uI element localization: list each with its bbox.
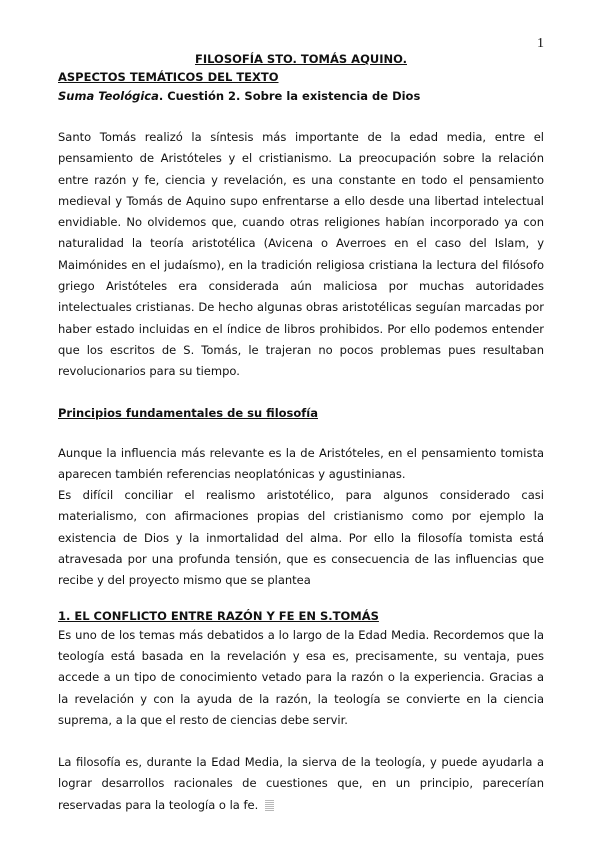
- section-heading-conflicto: 1. EL CONFLICTO ENTRE RAZÓN Y FE EN S.TOMÁS: [58, 608, 379, 623]
- principles-paragraph-2: Es difícil conciliar el realismo aristotélico, para algunos considerado casi materialismo, con afirmaciones propias del cristianismo como por ejemplo la existencia de Dios y la inmortalidad del alma. Por ello la filosofía tomista está atravesada por una profunda tensión, que es consecuencia de las influencias que recibe y del proyecto mismo que se plantea: [58, 488, 544, 588]
- subtitle-work-title: Suma Teológica: [58, 89, 159, 103]
- spacer: [58, 592, 544, 607]
- spacer: [58, 106, 544, 127]
- spacer: [58, 731, 544, 752]
- spacer: [58, 422, 544, 443]
- page-break-icon: [265, 800, 274, 812]
- page-number: 1: [537, 36, 544, 51]
- document-title: FILOSOFÍA STO. TOMÁS AQUINO.: [194, 52, 407, 66]
- document-subtitle: [58, 86, 544, 106]
- document-body: [58, 50, 544, 816]
- principles-paragraph-1: Aunque la influencia más relevante es la de Aristóteles, en el pensamiento tomista aparecen también referencias neoplatónicas y agustinianas.: [58, 445, 544, 481]
- section-heading-principios: Principios fundamentales de su filosofía: [58, 405, 318, 420]
- spacer: [58, 383, 544, 404]
- subtitle-question: . Cuestión 2. Sobre la existencia de Dios: [158, 89, 421, 103]
- intro-paragraph: Santo Tomás realizó la síntesis más importante de la edad media, entre el pensamiento de Aristóteles y el cristianismo. La preocupación sobre la relación entre razón y fe, ciencia y revelación, es una constante en todo el pensamiento medieval y Tomás de Aquino supo enfrentarse a ello desde una libertad intelectual envidiable. No olvidemos que, cuando otras religiones habían incorporado ya con naturalidad la teoría aristotélica (Avicena o Averroes en el caso del Islam, y Maimónides en el judaísmo), en la tradición religiosa cristiana la lectura del filósofo griego Aristóteles era considerada aún maliciosa por muchas autoridades intelectuales cristianas. De hecho algunas obras aristotélicas seguían marcadas por haber estado incluidas en el índice de libros prohibidos. Por ello podemos entender que los escritos de S. Tomás, le trajeran no pocos problemas pues resultaban revolucionarios para su tiempo.: [58, 130, 544, 379]
- section-heading-aspectos: ASPECTOS TEMÁTICOS DEL TEXTO: [58, 70, 279, 84]
- conflict-paragraph-2: La filosofía es, durante la Edad Media, la sierva de la teología, y puede ayudarla a lograr desarrollos racionales de cuestiones que, en un principio, parecerían reservadas para la teología o la fe.: [58, 755, 544, 812]
- conflict-paragraph-1: Es uno de los temas más debatidos a lo largo de la Edad Media. Recordemos que la teología está basada en la revelación y esa es, precisamente, su ventaja, pues accede a un tipo de conocimiento vetado para la razón o la experiencia. Gracias a la revelación y con la ayuda de la razón, la teología se convierte en la ciencia suprema, a la que el resto de ciencias debe servir.: [58, 627, 544, 727]
